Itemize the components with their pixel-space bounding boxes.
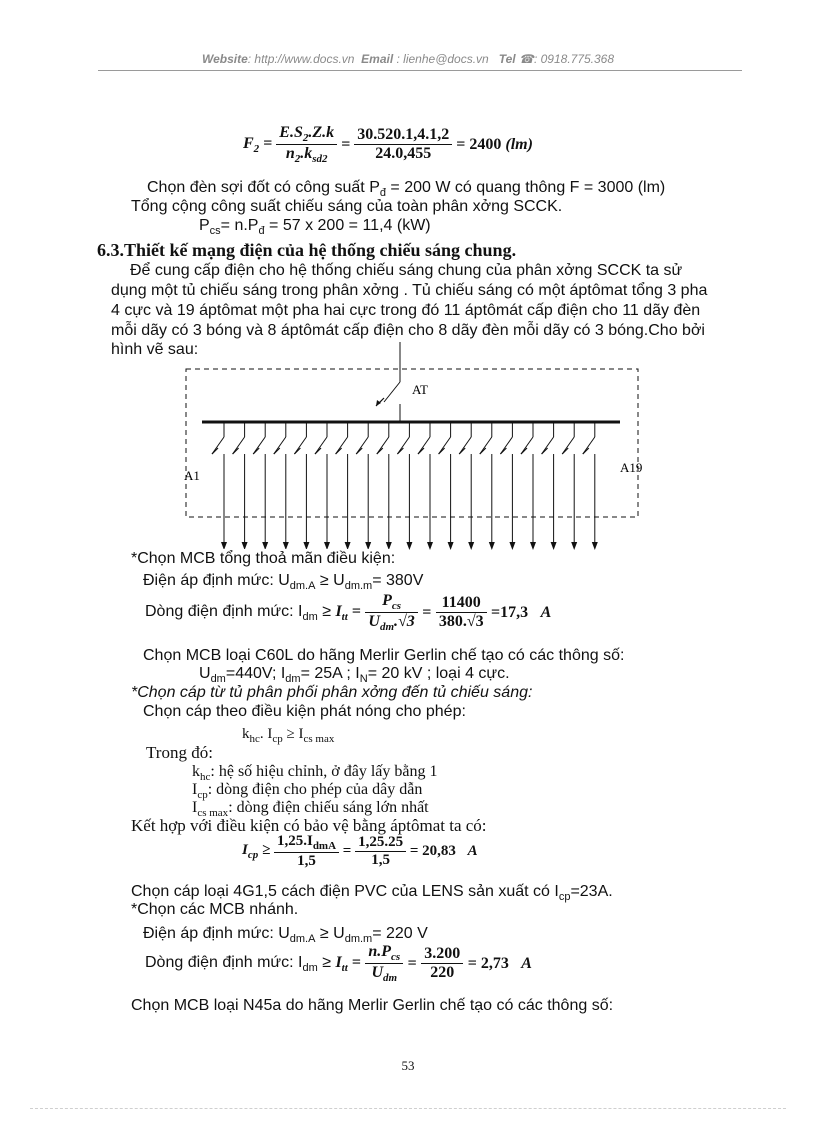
mcb-branch-formula-symbolic: $\frac{n.P_{cs}}{U_{dm}}$ xyxy=(365,943,403,984)
section-para-line-5: hình vẽ sau: xyxy=(111,341,199,358)
cable-choice: Chọn cáp loại 4G1,5 cách điện PVC của LENS sản xuất có $I_{cp}=23A$. xyxy=(131,883,613,904)
website-value: : http://www.docs.vn xyxy=(247,52,355,66)
page-number: 53 xyxy=(401,1058,415,1073)
mcb-main-title: *Chọn MCB tổng thoả mãn điều kiện: xyxy=(131,550,396,567)
branch-arrowhead xyxy=(571,542,577,550)
cable-def-ics: $I_{cs max}$: dòng điện chiếu sáng lớn nhất xyxy=(192,799,429,820)
mcb-main-formula-symbolic: $\frac{P_{cs}}{U_{dm}.√3}$ xyxy=(365,592,417,633)
branch-label-last: A19 xyxy=(620,460,642,475)
mcb-branch-voltage: Điện áp định mức: $U_{dm.A} \ge U_{dm.m}= 220$ V xyxy=(143,925,428,946)
power-calc-line: $P_{cs}= n.P_đ = 57$ x 200 = 11,4 (kW) xyxy=(199,217,431,238)
mcb-main-voltage: Điện áp định mức: $U_{dm.A} \ge U_{dm.m}= 380V$ xyxy=(143,572,424,593)
mcb-main-choice: Chọn MCB loại C60L do hãng Merlir Gerlin chế tạo có các thông số: xyxy=(143,647,625,664)
cable-inequality: $k_{hc}$. $I_{cp} \ge I_{cs max}$ xyxy=(242,726,335,745)
cable-def-icp: $I_{cp}$: dòng điện cho phép của dây dẫn xyxy=(192,781,423,802)
branch-label-first: A1 xyxy=(184,468,200,483)
mcb-branch-formula-values: $\frac{3.200}{220}$ xyxy=(421,945,463,982)
branch-arrowhead xyxy=(489,542,495,550)
email-value: : lienhe@docs.vn xyxy=(396,52,489,66)
branch-arrowhead xyxy=(468,542,474,550)
branch-arrowhead xyxy=(509,542,515,550)
mcb-main-formula-values: $\frac{11400}{380.√3}$ xyxy=(436,594,487,631)
cable-formula-values: $\frac{1,25.25}{1,5}$ xyxy=(355,834,406,869)
mcb-branch-title: *Chọn các MCB nhánh. xyxy=(131,901,299,918)
email-label: Email xyxy=(361,52,394,66)
tel-value: : 0918.775.368 xyxy=(533,52,615,66)
section-para-line-1: Để cung cấp điện cho hệ thống chiếu sáng chung của phân xởng SCCK ta sử xyxy=(130,262,683,279)
formula-flux-values: $\frac{30.520.1,4.1,2}{24.0,455}$ xyxy=(354,126,452,163)
section-para-line-4: mỗi dãy có 3 bóng và 8 áptômát cấp điện cho 8 dãy đèn mỗi dãy có 3 bóng.Cho bởi xyxy=(111,322,705,339)
cable-formula: $I_{cp}$ ≥ $\frac{1,25.I_{dmA}}{1,5}$ = $\frac{1,25.25}{1,5}$ = 20,83 A xyxy=(242,833,478,869)
header-rule xyxy=(98,70,742,71)
branch-arrowhead xyxy=(406,542,412,550)
mcb-branch-choice: Chọn MCB loại N45a do hãng Merlir Gerlin chế tạo có các thông số: xyxy=(131,997,614,1014)
branch-arrowhead xyxy=(530,542,536,550)
formula-flux: $F_2$ = $\frac{E.S_2.Z.k}{n_2.k_{sd2}}$ = $\frac{30.520.1,4.1,2}{24.0,455}$ = 2400 (lm) xyxy=(243,124,533,166)
mcb-main-params: $U_{dm}=440V$; $I_{dm}= 25A$ ; $I_N= 20$ kV ; loại 4 cực. xyxy=(199,665,510,686)
cable-formula-symbolic: $\frac{1,25.I_{dmA}}{1,5}$ xyxy=(274,833,339,870)
main-breaker-arrowhead xyxy=(376,400,381,406)
formula-flux-symbolic: $\frac{E.S_2.Z.k}{n_2.k_{sd2}}$ xyxy=(276,124,337,165)
phone-icon: ☎ xyxy=(519,52,534,66)
main-breaker-switch xyxy=(384,382,400,402)
cable-combine: Kết hợp với điều kiện có bảo vệ bằng áptômat ta có: xyxy=(131,816,487,835)
main-breaker-label: AT xyxy=(412,382,428,397)
section-heading: 6.3.Thiết kế mạng điện của hệ thống chiếu sáng chung. xyxy=(97,240,517,260)
page-header xyxy=(0,52,816,66)
tel-label: Tel xyxy=(498,52,516,66)
lamp-choice-line: Chọn đèn sợi đốt có công suất $P_đ = 200$ W có quang thông F = 3000 (lm) xyxy=(147,179,666,200)
branch-arrowhead xyxy=(592,542,598,550)
cable-where: Trong đó: xyxy=(146,743,213,762)
section-para-line-2: dụng một tủ chiếu sáng trong phân xởng . Tủ chiếu sáng có một áptômat tổng 3 pha xyxy=(111,282,708,299)
mcb-branch-current: Dòng điện định mức: $I_{dm} \ge I_{tt}$ = $\frac{n.P_{cs}}{U_{dm}}$ = $\frac{3.200}{220}$ = 2,73 A xyxy=(145,943,532,985)
lighting-circuit-diagram xyxy=(180,342,642,560)
branch-arrowhead xyxy=(427,542,433,550)
page-bottom-rule xyxy=(30,1108,786,1109)
branch-breakers xyxy=(212,422,598,550)
section-para-line-3: 4 cực và 19 áptômat một pha hai cực trong đó 11 áptômát cấp điện cho 11 dãy đèn xyxy=(111,302,701,319)
total-power-line: Tổng cộng công suất chiếu sáng của toàn phân xởng SCCK. xyxy=(131,198,563,215)
branch-arrowhead xyxy=(551,542,557,550)
website-label: Website xyxy=(201,52,248,66)
branch-arrowhead xyxy=(448,542,454,550)
cable-title: *Chọn cáp từ tủ phân phối phân xởng đến tủ chiếu sáng: xyxy=(131,684,533,701)
cable-def-khc: $k_{hc}$: hệ số hiệu chỉnh, ở đây lấy bằng 1 xyxy=(192,763,438,784)
cable-condition: Chọn cáp theo điều kiện phát nóng cho phép: xyxy=(143,703,466,720)
mcb-main-current: Dòng điện định mức: $I_{dm} \ge I_{tt}$ = $\frac{P_{cs}}{U_{dm}.√3}$ = $\frac{11400}{380.√3}$ =17,3 A xyxy=(145,592,552,634)
